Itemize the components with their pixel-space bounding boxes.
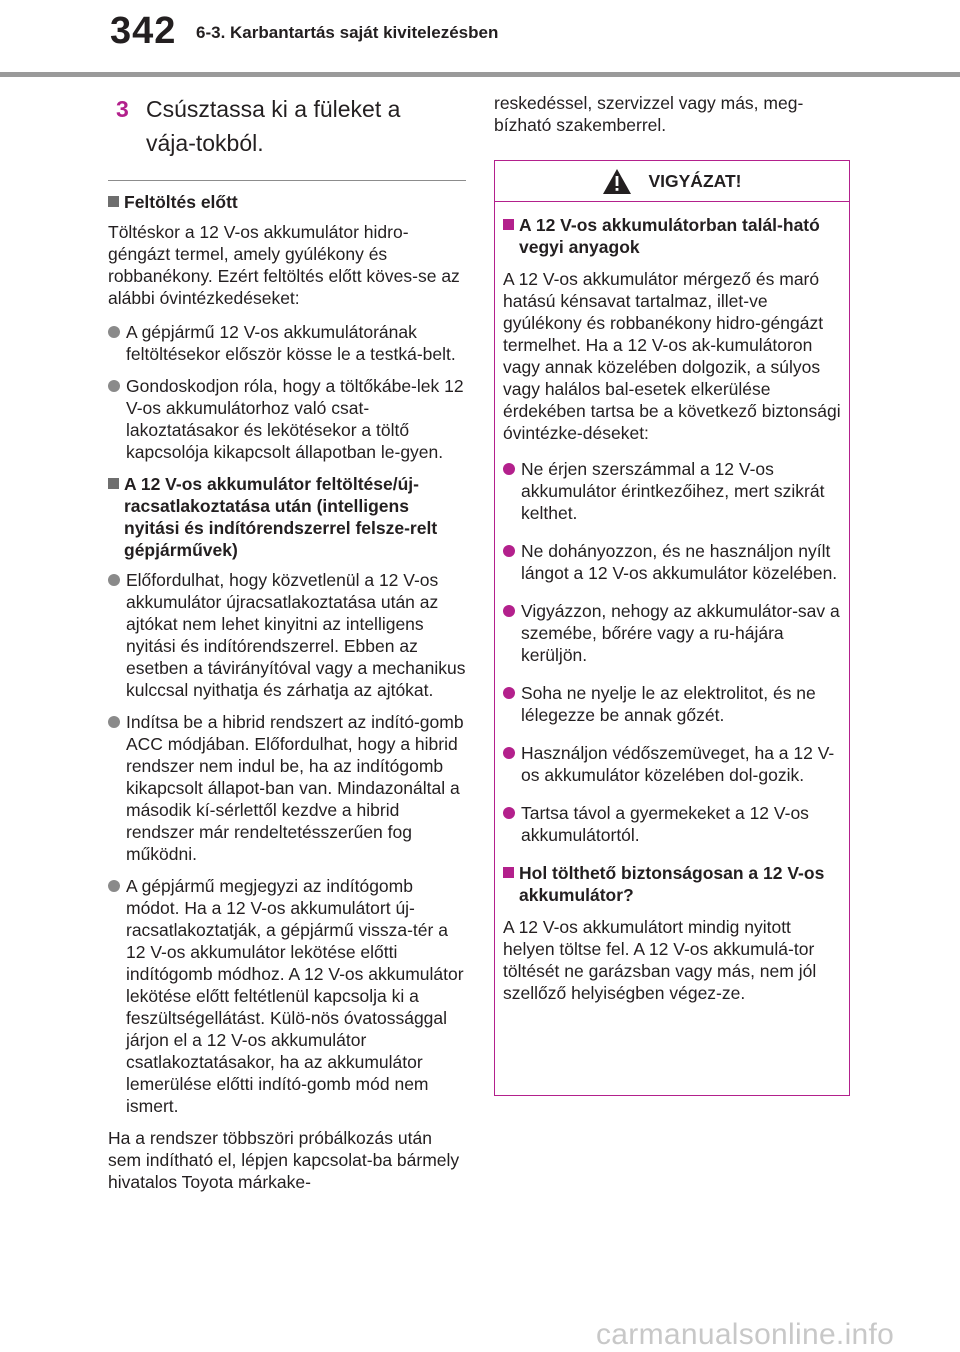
header-rule xyxy=(0,72,960,77)
page-number: 342 xyxy=(110,10,177,52)
circle-bullet-icon xyxy=(108,574,120,586)
list-item xyxy=(108,875,468,1117)
section-divider xyxy=(108,180,466,181)
list-item xyxy=(108,321,468,365)
right-column xyxy=(494,92,852,148)
circle-bullet-icon xyxy=(108,716,120,728)
reconnect-heading xyxy=(108,473,468,561)
list-item-text: A gépjármű 12 V-os akkumulátorának feltöltésekor először kösse le a testká-belt. xyxy=(126,322,456,364)
chem-heading xyxy=(503,214,841,258)
step-3 xyxy=(108,92,468,160)
charging-heading-text: Feltöltés előtt xyxy=(124,192,238,212)
square-bullet-icon xyxy=(108,196,119,207)
list-item-text: Tartsa távol a gyermekeket a 12 V-os akkumulátortól. xyxy=(521,803,809,845)
square-bullet-icon xyxy=(503,219,514,230)
list-item xyxy=(108,711,468,865)
list-item xyxy=(503,742,841,786)
list-item xyxy=(108,375,468,463)
square-bullet-icon xyxy=(108,478,119,489)
caution-body xyxy=(495,202,849,1004)
list-item-text: A gépjármű megjegyzi az indítógomb módot. Ha a 12 V-os akkumulátort új-racsatlakoztatják, a gépjármű vissza-tér a 12 V-os akkumulátor lekötése előtti indítógomb módhoz. A 12 V-os akkumulátor lekötése előtt feltétlenül kapcsolja ki a feszültségellátást. Külö-nös óvatossággal járjon el a 12 V-os akkumulátor csatlakoztatásakor, ha az akkumulátor lemerülése előtti indító-gomb mód nem ismert. xyxy=(126,876,464,1116)
section-title: 6-3. Karbantartás saját kivitelezésben xyxy=(196,23,499,42)
circle-bullet-icon xyxy=(503,605,515,617)
list-item xyxy=(503,458,841,524)
list-item-text: Ne dohányozzon, és ne használjon nyílt lángot a 12 V-os akkumulátor közelében. xyxy=(521,541,838,583)
caution-title-bar xyxy=(495,161,849,202)
list-item-text: Előfordulhat, hogy közvetlenül a 12 V-os akkumulátor újracsatlakoztatása után az ajtókat nem lehet kinyitni az intelligens nyitási és indítórendszerrel. Ebben az esetben a távirányítóval vagy a mechanikus kulccsal nyithatja és zárhatja az ajtókat. xyxy=(126,570,466,700)
circle-bullet-icon xyxy=(108,880,120,892)
step-text: Csúsztassa ki a füleket a vája-tokból. xyxy=(146,96,401,156)
continuation-paragraph: reskedéssel, szervizzel vagy más, meg-bízható szakemberrel. xyxy=(494,93,804,135)
warning-triangle-icon xyxy=(602,168,632,195)
list-item xyxy=(503,802,841,846)
page-header xyxy=(0,0,960,82)
where-paragraph: A 12 V-os akkumulátort mindig nyitott helyen töltse fel. A 12 V-os akkumulá-tor töltését ne garázsban vagy más, nem jól szellőző helyiségben végez-ze. xyxy=(503,917,817,1003)
closing-paragraph: Ha a rendszer többszöri próbálkozás után sem indítható el, lépjen kapcsolat-ba bármely hivatalos Toyota márkake- xyxy=(108,1128,460,1192)
chem-paragraph: A 12 V-os akkumulátor mérgező és maró hatású kénsavat tartalmaz, illet-ve gyúlékony és robbanékony hidro-géngázt termelhet. Ha a 12 V-os ak-kumulátoron vagy annak közelében dolgozik, a súlyos vagy halálos bal-esetek elkerülése érdekében tartsa be a következő biztonsági óvintézke-déseket: xyxy=(503,269,841,443)
list-item-text: Soha ne nyelje le az elektrolitot, és ne lélegezze be annak gőzét. xyxy=(521,683,816,725)
caution-title: VIGYÁZAT! xyxy=(648,170,742,191)
where-heading xyxy=(503,862,841,906)
list-item-text: Ne érjen szerszámmal a 12 V-os akkumulátor érintkezőihez, mert szikrát kelthet. xyxy=(521,459,825,523)
circle-bullet-icon xyxy=(503,545,515,557)
left-column xyxy=(108,92,468,1205)
where-heading-text: Hol tölthető biztonságosan a 12 V-os akkumulátor? xyxy=(519,863,825,905)
charging-heading xyxy=(108,191,468,213)
circle-bullet-icon xyxy=(503,747,515,759)
list-item xyxy=(503,540,841,584)
list-item-text: Használjon védőszemüveget, ha a 12 V-os akkumulátor közelében dol-gozik. xyxy=(521,743,835,785)
list-item-text: Indítsa be a hibrid rendszert az indító-gomb ACC módjában. Előfordulhat, hogy a hibrid rendszer nem indul be, ha az indítógomb kikapcsolt állapot-ban van. Mindazonáltal a második kí-sérlettől kezdve a hibrid rendszer már rendeltetésszerűen fog működni. xyxy=(126,712,464,864)
square-bullet-icon xyxy=(503,867,514,878)
chem-heading-text: A 12 V-os akkumulátorban talál-ható vegyi anyagok xyxy=(519,215,820,257)
circle-bullet-icon xyxy=(503,687,515,699)
circle-bullet-icon xyxy=(108,326,120,338)
reconnect-heading-text: A 12 V-os akkumulátor feltöltése/új-racsatlakoztatása után (intelligens nyitási és indítórendszerrel felsze-relt gépjárművek) xyxy=(124,474,438,560)
circle-bullet-icon xyxy=(503,807,515,819)
list-item-text: Gondoskodjon róla, hogy a töltőkábe-lek 12 V-os akkumulátorhoz való csat-lakoztatásakor és lekötésekor a töltő kapcsolója kikapcsolt állapotban le-gyen. xyxy=(126,376,464,462)
caution-box xyxy=(494,160,850,1096)
list-item xyxy=(503,682,841,726)
list-item xyxy=(503,600,841,666)
circle-bullet-icon xyxy=(108,380,120,392)
charging-paragraph: Töltéskor a 12 V-os akkumulátor hidro-géngázt termel, amely gyúlékony és robbanékony. Ezért feltöltés előtt köves-se az alábbi óvintézkedéseket: xyxy=(108,222,460,308)
step-number: 3 xyxy=(116,96,129,122)
list-item-text: Vigyázzon, nehogy az akkumulátor-sav a szemébe, bőrére vagy a ru-hájára kerüljön. xyxy=(521,601,840,665)
list-item xyxy=(108,569,468,701)
circle-bullet-icon xyxy=(503,463,515,475)
watermark: carmanualsonline.info xyxy=(596,1318,895,1351)
